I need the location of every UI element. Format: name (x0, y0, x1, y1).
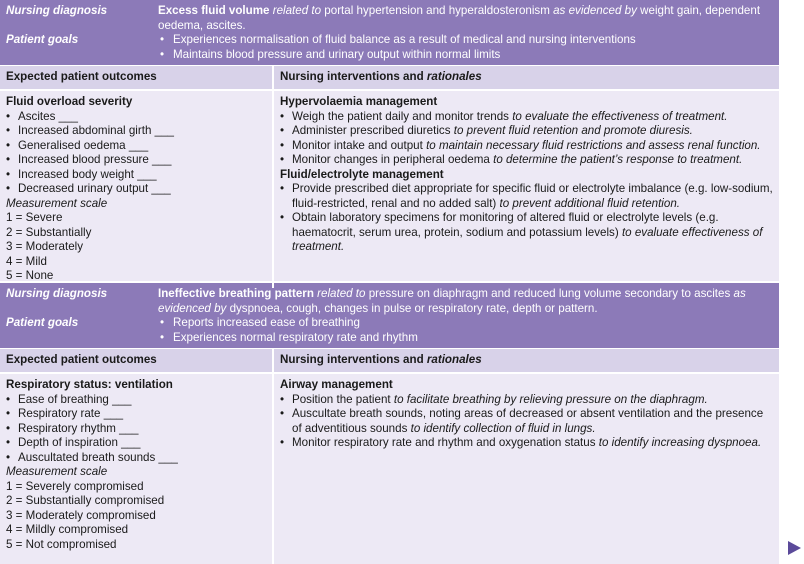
list-item: • Provide prescribed diet appropriate for specific fluid or electrolyte imbalance (e.g. low-sodium, fluid-restricted, renal and no added salt) to prevent additional fluid retention. (280, 182, 773, 211)
diagnosis-block-2 (0, 281, 779, 348)
scale-label: Measurement scale (6, 196, 108, 210)
column-headers-1 (0, 65, 779, 89)
list-item: • Generalised oedema ___ (6, 139, 266, 154)
list-item: • Monitor respiratory rate and rhythm and oxygenation status to identify increasing dyspnoea. (280, 436, 773, 451)
list-item: • Monitor intake and output to maintain necessary fluid restrictions and assess renal function. (280, 139, 773, 154)
intervention-group-title: Fluid/electrolyte management (280, 167, 444, 181)
interventions-header: Nursing interventions and rationales (272, 349, 779, 372)
scale-item: 5 = Not compromised (6, 537, 117, 551)
goal-item: • Maintains blood pressure and urinary output within normal limits (158, 48, 773, 63)
interventions-header: Nursing interventions and rationales (272, 66, 779, 89)
outcome-list (6, 110, 266, 197)
list-item: • Decreased urinary output ___ (6, 182, 266, 197)
outcome-title: Respiratory status: ventilation (6, 378, 173, 391)
list-item: • Obtain laboratory specimens for monitoring of altered fluid or electrolyte levels (e.g. haematocrit, serum urea, protein, sodium and potassium levels) to evaluate effectiveness of treatment. (280, 211, 773, 255)
list-item: • Increased body weight ___ (6, 168, 266, 183)
goal-item: • Reports increased ease of breathing (158, 316, 773, 331)
diagnosis-label: Nursing diagnosis (6, 4, 108, 17)
intervention-list (280, 182, 773, 255)
outcome-list (6, 393, 266, 466)
list-item: • Increased blood pressure ___ (6, 153, 266, 168)
content-row-2 (0, 372, 779, 564)
diagnosis-text: Ineffective breathing pattern related to pressure on diaphragm and reduced lung volume secondary to ascites as evidenced by dyspnoea, cough, changes in pulse or respiratory rate, depth or pattern. (158, 287, 746, 315)
goals-list (158, 316, 773, 345)
list-item: • Auscultate breath sounds, noting areas of decreased or absent ventilation and the presence of adventitious sounds to identify collection of fluid in lungs. (280, 407, 773, 436)
list-item: • Ascites ___ (6, 110, 266, 125)
scale-item: 5 = None (6, 269, 54, 282)
goals-label: Patient goals (6, 316, 79, 329)
outcomes-cell (0, 374, 272, 564)
intervention-group-title: Hypervolaemia management (280, 95, 438, 108)
interventions-cell (272, 374, 779, 564)
next-page-arrow-icon[interactable] (788, 541, 801, 555)
diagnosis-text: Excess fluid volume related to portal hypertension and hyperaldosteronism as evidenced by weight gain, dependent oedema, ascites. (158, 4, 761, 32)
list-item: • Respiratory rate ___ (6, 407, 266, 422)
scale-item: 2 = Substantially (6, 225, 92, 239)
goal-item: • Experiences normal respiratory rate and rhythm (158, 331, 773, 346)
list-item: • Ease of breathing ___ (6, 393, 266, 408)
goals-list (158, 33, 773, 62)
scale-item: 2 = Substantially compromised (6, 494, 165, 507)
scale-item: 4 = Mild (6, 254, 47, 268)
outcomes-header: Expected patient outcomes (6, 70, 157, 83)
list-item: • Monitor changes in peripheral oedema to determine the patient’s response to treatment. (280, 153, 773, 168)
intervention-list (280, 110, 773, 168)
column-headers-2 (0, 348, 779, 372)
scale-label: Measurement scale (6, 465, 108, 478)
goal-item: • Experiences normalisation of fluid balance as a result of medical and nursing interventions (158, 33, 773, 48)
diagnosis-block-1 (0, 0, 779, 65)
scale-item: 1 = Severely compromised (6, 479, 144, 493)
interventions-cell (272, 91, 779, 288)
list-item: • Auscultated breath sounds ___ (6, 451, 266, 466)
list-item: • Respiratory rhythm ___ (6, 422, 266, 437)
intervention-group-title: Airway management (280, 378, 393, 391)
list-item: • Depth of inspiration ___ (6, 436, 266, 451)
goals-label: Patient goals (6, 33, 79, 46)
content-row-1 (0, 89, 779, 281)
scale-item: 1 = Severe (6, 211, 63, 224)
scale-item: 4 = Mildly compromised (6, 523, 129, 536)
scale-item: 3 = Moderately (6, 240, 84, 253)
scale-item: 3 = Moderately compromised (6, 508, 156, 522)
list-item: • Weigh the patient daily and monitor trends to evaluate the effectiveness of treatment. (280, 110, 773, 125)
list-item: • Position the patient to facilitate breathing by relieving pressure on the diaphragm. (280, 393, 773, 408)
outcome-title: Fluid overload severity (6, 95, 133, 108)
diagnosis-label: Nursing diagnosis (6, 287, 108, 300)
intervention-list (280, 393, 773, 451)
list-item: • Administer prescribed diuretics to prevent fluid retention and promote diuresis. (280, 124, 773, 139)
list-item: • Increased abdominal girth ___ (6, 124, 266, 139)
outcomes-cell (0, 91, 272, 288)
outcomes-header: Expected patient outcomes (6, 353, 157, 366)
